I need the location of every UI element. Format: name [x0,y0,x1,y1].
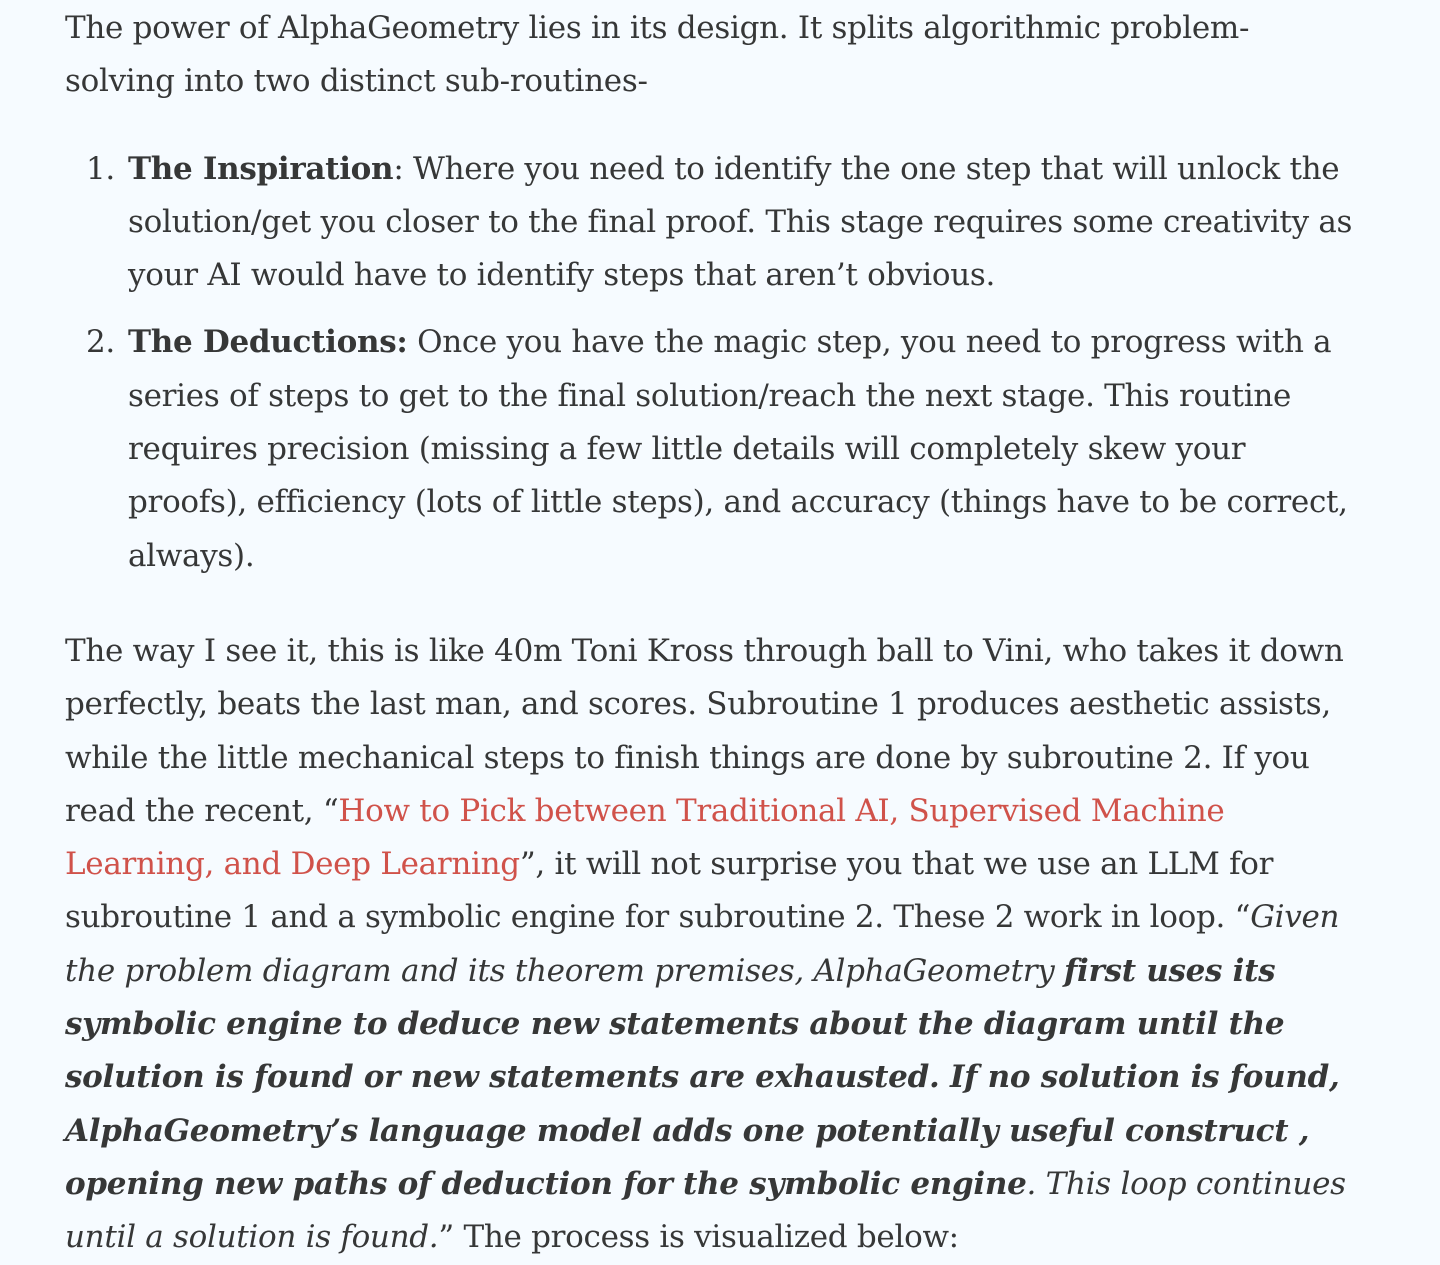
list-item-text: Once you have the magic step, you need to progress with a series of steps to get to the final solution/reach the next stage. This routine requires precision (missing a few little details will completely skew your proofs), efficiency (lots of little steps), and accuracy (things have to be correct, always). [128,324,1348,574]
list-item-title: The Deductions: [128,324,408,361]
quote-bold: first uses its symbolic engine to deduce new statements about the diagram until the solution is found or new statements are exhausted. If no solution is found, AlphaGeometry’s language model adds one potentially useful construct , opening new paths of deduction for the symbolic engine [65,952,1340,1202]
intro-paragraph: The power of AlphaGeometry lies in its design. It splits algorithmic problem-solving into two distinct sub-routines- [65,10,1250,100]
article-body [65,0,1355,1265]
list-item-text: Where you need to identify the one step that will unlock the solution/get you closer to the final proof. This stage requires some creativity as your AI would have to identify steps that aren’t obvious. [128,150,1353,294]
quote-italic-end: . This loop continues until a solution is found. [65,1165,1346,1256]
article-link[interactable]: How to Pick between Traditional AI, Supervised Machine Learning, and Deep Learning [65,792,1225,883]
analogy-paragraph [65,625,1355,1265]
list-number: 1. [86,150,115,187]
paragraph-text: ”, it will not surprise you that we use an LLM for subroutine 1 and a symbolic engine for subroutine 2. These 2 work in loop. “ [65,846,1274,936]
list-item-separator: : [393,150,404,187]
list-item [86,316,1355,582]
quote-italic: Given the problem diagram and its theorem premises, AlphaGeometry [65,899,1340,989]
list-item-title: The Inspiration [128,150,394,187]
list-item [86,143,1355,303]
subroutine-list [65,143,1355,583]
list-number: 2. [86,324,115,361]
paragraph-text: The way I see it, this is like 40m Toni Kross through ball to Vini, who takes it down perfectly, beats the last man, and scores. Subroutine 1 produces aesthetic assists, while the little mechanical steps to finish things are done by subroutine 2. If you read the recent, “ [65,632,1344,829]
paragraph-text: ” The process is visualized below: [438,1219,959,1256]
